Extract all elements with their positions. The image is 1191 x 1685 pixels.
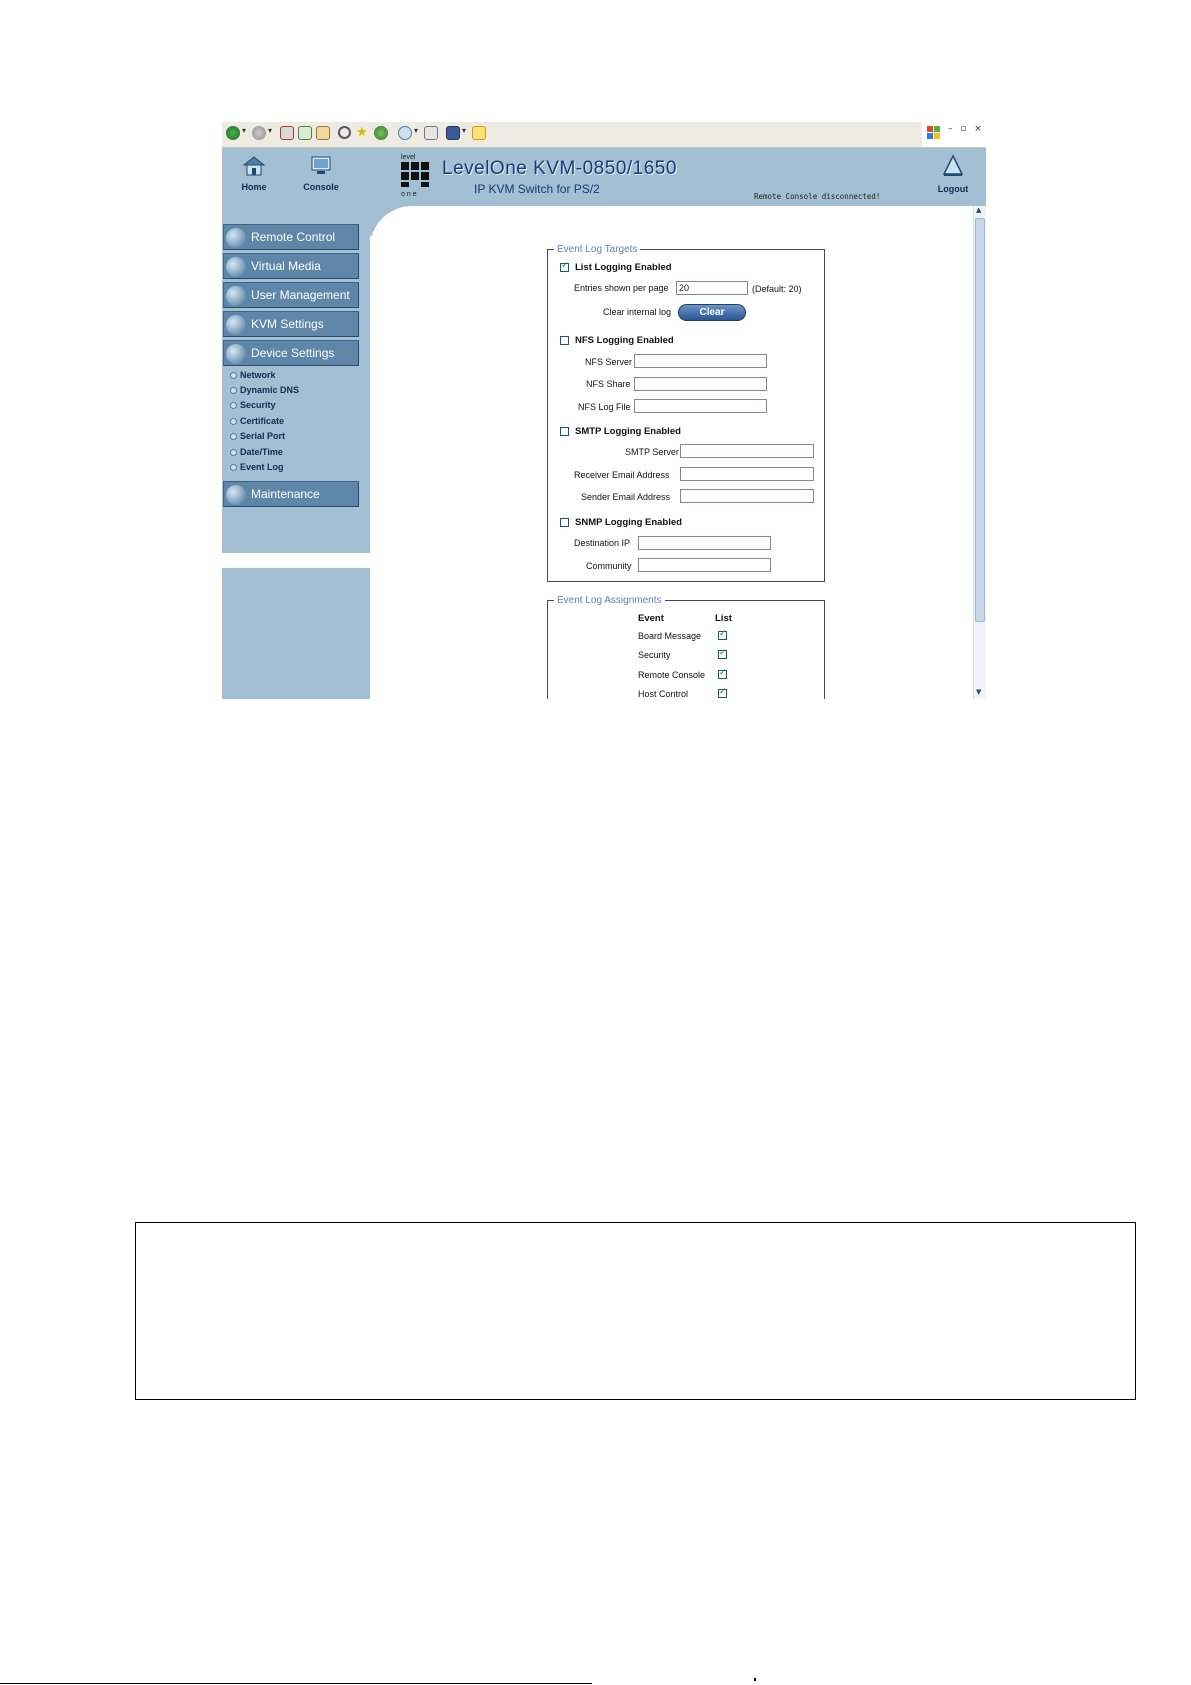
- menu-user-management[interactable]: [223, 282, 359, 308]
- browser-toolbar: [222, 122, 986, 148]
- logout-button[interactable]: [928, 154, 978, 194]
- submenu-certificate[interactable]: [230, 416, 284, 431]
- svg-text:level: level: [401, 154, 416, 161]
- nav-console[interactable]: [291, 154, 351, 192]
- menu-device-settings-label: Device Settings: [251, 346, 335, 360]
- submenu-network[interactable]: [230, 370, 276, 385]
- logout-label: Logout: [937, 184, 969, 194]
- menu-device-settings[interactable]: [223, 340, 359, 366]
- print-icon[interactable]: [424, 126, 438, 140]
- sidebar: [222, 206, 370, 699]
- back-icon[interactable]: [226, 126, 240, 140]
- bullet-icon: [230, 402, 237, 409]
- smtp-server-label: SMTP Server: [625, 447, 679, 457]
- submenu-security[interactable]: [230, 400, 276, 415]
- bullet-icon: [230, 387, 237, 394]
- svg-text:one: one: [401, 191, 419, 198]
- event-log-assignments-group: [547, 595, 825, 699]
- nfs-log-file-label: NFS Log File: [578, 402, 631, 412]
- remote-control-icon: [226, 228, 246, 248]
- favorites-icon[interactable]: ★: [356, 125, 368, 140]
- submenu-serial-port-label: Serial Port: [240, 431, 286, 441]
- logout-icon: [941, 154, 965, 178]
- list-logging-label: List Logging Enabled: [575, 262, 672, 273]
- stop-icon[interactable]: [280, 126, 294, 140]
- event-host-control: Host Control: [638, 689, 689, 699]
- smtp-logging-checkbox[interactable]: [560, 427, 569, 436]
- receiver-email-label: Receiver Email Address: [574, 470, 670, 480]
- console-status-text: Remote Console disconnected!: [754, 192, 881, 201]
- submenu-event-log-label: Event Log: [240, 462, 284, 472]
- submenu-date-time[interactable]: [230, 447, 283, 462]
- submenu-event-log[interactable]: [230, 462, 284, 477]
- product-subtitle: IP KVM Switch for PS/2: [474, 182, 600, 196]
- nav-home[interactable]: [224, 154, 284, 192]
- chevron-down-icon[interactable]: ▾: [462, 126, 467, 135]
- column-list-header: List: [715, 613, 732, 624]
- event-board-message: Board Message: [638, 631, 702, 641]
- nfs-log-file-input[interactable]: [634, 399, 767, 413]
- mail-icon[interactable]: [398, 126, 412, 140]
- submenu-serial-port[interactable]: [230, 431, 285, 446]
- forward-icon[interactable]: [252, 126, 266, 140]
- destination-ip-label: Destination IP: [574, 538, 631, 548]
- menu-remote-control[interactable]: [223, 224, 359, 250]
- scrollbar-thumb[interactable]: [975, 218, 985, 622]
- bullet-icon: [230, 464, 237, 471]
- edit-icon[interactable]: [446, 126, 460, 140]
- menu-maintenance-label: Maintenance: [251, 487, 320, 501]
- destination-ip-input[interactable]: [638, 536, 771, 550]
- menu-virtual-media-label: Virtual Media: [251, 259, 321, 273]
- sender-email-input[interactable]: [680, 489, 814, 503]
- caption-frame: [135, 1222, 1136, 1400]
- menu-maintenance[interactable]: [223, 481, 359, 507]
- nfs-logging-checkbox[interactable]: [560, 336, 569, 345]
- window-controls[interactable]: – ▫ ×: [948, 124, 985, 134]
- chevron-down-icon[interactable]: ▾: [414, 126, 419, 135]
- scroll-up-icon[interactable]: ▲: [976, 206, 982, 214]
- windows-logo-icon: [926, 125, 942, 141]
- community-input[interactable]: [638, 558, 771, 572]
- sender-email-label: Sender Email Address: [581, 492, 671, 502]
- smtp-logging-label: SMTP Logging Enabled: [575, 426, 681, 437]
- submenu-dynamic-dns[interactable]: [230, 385, 299, 400]
- entries-default-hint: (Default: 20): [752, 284, 802, 294]
- submenu-network-label: Network: [240, 370, 276, 380]
- entries-per-page-input[interactable]: 20: [676, 281, 748, 295]
- menu-kvm-settings-label: KVM Settings: [251, 317, 324, 331]
- remote-console-checkbox[interactable]: [718, 670, 727, 679]
- board-message-checkbox[interactable]: [718, 631, 727, 640]
- history-icon[interactable]: [374, 126, 388, 140]
- bullet-icon: [230, 433, 237, 440]
- active-submenu-highlight: [222, 553, 370, 568]
- list-logging-checkbox[interactable]: [560, 263, 569, 272]
- scroll-down-icon[interactable]: ▼: [976, 688, 982, 696]
- chevron-down-icon[interactable]: ▾: [242, 126, 247, 135]
- nfs-share-label: NFS Share: [586, 379, 631, 389]
- bullet-icon: [230, 449, 237, 456]
- submenu-date-time-label: Date/Time: [240, 447, 283, 457]
- levelone-logo: [400, 152, 430, 198]
- submenu-certificate-label: Certificate: [240, 416, 285, 426]
- footer-mark: [754, 1678, 756, 1681]
- refresh-icon[interactable]: [298, 126, 312, 140]
- nfs-logging-label: NFS Logging Enabled: [575, 335, 674, 346]
- community-label: Community: [586, 561, 632, 571]
- menu-remote-control-label: Remote Control: [251, 230, 336, 244]
- footer-rule: [0, 1683, 592, 1684]
- submenu-security-label: Security: [240, 400, 276, 410]
- nav-console-label: Console: [303, 182, 339, 192]
- receiver-email-input[interactable]: [680, 467, 814, 481]
- nfs-server-label: NFS Server: [585, 357, 633, 367]
- user-management-icon: [226, 286, 246, 306]
- nav-home-label: Home: [241, 182, 267, 192]
- device-settings-icon: [226, 344, 246, 364]
- event-log-assignments-legend: Event Log Assignments: [557, 595, 662, 606]
- clear-log-label: Clear internal log: [603, 307, 672, 317]
- chevron-down-icon[interactable]: ▾: [268, 126, 273, 135]
- window-controls-area: [922, 122, 986, 147]
- browser-window: [222, 122, 986, 699]
- home-icon: [241, 154, 267, 176]
- host-control-checkbox[interactable]: [718, 689, 727, 698]
- event-remote-console: Remote Console: [638, 670, 706, 680]
- entries-per-page-label: Entries shown per page: [574, 283, 669, 293]
- security-checkbox[interactable]: [718, 650, 727, 659]
- bullet-icon: [230, 418, 237, 425]
- smtp-server-input[interactable]: [680, 444, 814, 458]
- search-icon[interactable]: [338, 126, 351, 139]
- kvm-settings-icon: [226, 315, 246, 335]
- maintenance-icon: [226, 485, 246, 505]
- console-icon: [308, 154, 334, 176]
- bullet-icon: [230, 372, 237, 379]
- virtual-media-icon: [226, 257, 246, 277]
- event-security: Security: [638, 650, 671, 660]
- home-icon[interactable]: [316, 126, 330, 140]
- product-title: LevelOne KVM-0850/1650: [442, 158, 677, 179]
- note-icon[interactable]: [472, 126, 486, 140]
- app-header: [222, 148, 986, 206]
- snmp-logging-checkbox[interactable]: [560, 518, 569, 527]
- column-event-header: Event: [638, 613, 664, 624]
- snmp-logging-label: SNMP Logging Enabled: [575, 517, 682, 528]
- menu-kvm-settings[interactable]: [223, 311, 359, 337]
- nfs-server-input[interactable]: [634, 354, 767, 368]
- event-log-targets-legend: Event Log Targets: [557, 244, 638, 255]
- menu-user-management-label: User Management: [251, 288, 350, 302]
- nfs-share-input[interactable]: [634, 377, 767, 391]
- vertical-scrollbar[interactable]: [973, 206, 986, 699]
- clear-button[interactable]: Clear: [678, 304, 746, 321]
- main-content: [370, 206, 973, 699]
- submenu-dynamic-dns-label: Dynamic DNS: [240, 385, 300, 395]
- menu-virtual-media[interactable]: [223, 253, 359, 279]
